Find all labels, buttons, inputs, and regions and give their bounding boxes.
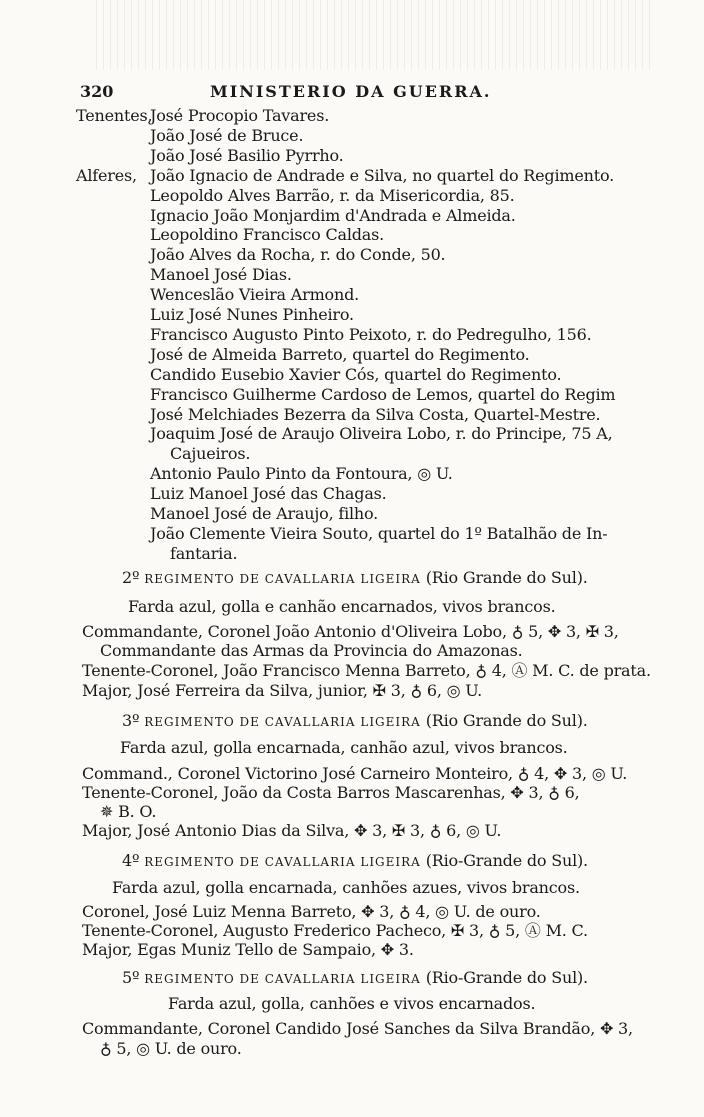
officer-name: Ignacio João Monjardim d'Andrada e Almeida. xyxy=(150,206,516,225)
regiment-2-line: Commandante, Coronel João Antonio d'Oliveira Lobo, ♁ 5, ✥ 3, ✠ 3, xyxy=(82,622,619,641)
officer-name: João Clemente Vieira Souto, quartel do 1º Batalhão de In- xyxy=(150,524,608,543)
regiment-3-heading: 3º REGIMENTO DE CAVALLARIA LIGEIRA (Rio Grande do Sul). xyxy=(122,711,588,730)
officer-entry xyxy=(76,146,344,165)
officer-entry xyxy=(76,166,614,185)
officer-name: Candido Eusebio Xavier Cós, quartel do Regimento. xyxy=(150,365,562,384)
officer-name: Manoel José de Araujo, filho. xyxy=(150,504,379,523)
regiment-5-heading: 5º REGIMENTO DE CAVALLARIA LIGEIRA (Rio-Grande do Sul). xyxy=(122,968,588,987)
officer-entry xyxy=(76,424,613,443)
officer-entry xyxy=(76,345,530,364)
officer-entry xyxy=(76,504,378,523)
officer-entry xyxy=(76,106,329,125)
page-title: MINISTERIO DA GUERRA. xyxy=(210,82,492,101)
officer-name: Francisco Guilherme Cardoso de Lemos, quartel do Regim xyxy=(150,385,616,404)
officer-name: Francisco Augusto Pinto Peixoto, r. do Pedregulho, 156. xyxy=(150,325,592,344)
officer-name: José Melchiades Bezerra da Silva Costa, Quartel-Mestre. xyxy=(150,405,601,424)
officer-name: José Procopio Tavares. xyxy=(150,106,330,125)
officer-entry xyxy=(76,365,561,384)
officer-entry xyxy=(76,305,354,324)
officer-entry xyxy=(76,405,600,424)
officer-entry xyxy=(76,126,303,145)
officer-name: Luiz José Nunes Pinheiro. xyxy=(150,305,354,324)
regiment-4-line: Major, Egas Muniz Tello de Sampaio, ✥ 3. xyxy=(82,940,414,959)
regiment-5-line: ♁ 5, ◎ U. de ouro. xyxy=(100,1039,242,1058)
regiment-2-uniform: Farda azul, golla e canhão encarnados, vivos brancos. xyxy=(128,597,556,616)
officer-name: Cajueiros. xyxy=(170,444,251,463)
officer-entry xyxy=(76,464,453,483)
officer-name: Luiz Manoel José das Chagas. xyxy=(150,484,387,503)
regiment-3-uniform: Farda azul, golla encarnada, canhão azul, vivos brancos. xyxy=(120,738,568,757)
officer-name: Manoel José Dias. xyxy=(150,265,292,284)
officer-entry xyxy=(76,325,592,344)
regiment-2-line: Tenente-Coronel, João Francisco Menna Barreto, ♁ 4, Ⓐ M. C. de prata. xyxy=(82,661,651,680)
regiment-4-uniform: Farda azul, golla encarnada, canhões azues, vivos brancos. xyxy=(112,878,580,897)
officer-entry xyxy=(76,186,515,205)
officer-entry xyxy=(76,245,445,264)
officer-name: João José de Bruce. xyxy=(150,126,304,145)
regiment-2-line: Major, José Ferreira da Silva, junior, ✠ 3, ♁ 6, ◎ U. xyxy=(82,681,482,700)
regiment-4-line: Coronel, José Luiz Menna Barreto, ✥ 3, ♁ 4, ◎ U. de ouro. xyxy=(82,902,541,921)
officer-entry xyxy=(76,444,250,463)
officer-entry xyxy=(76,385,615,404)
rank-label: Tenentes, xyxy=(76,106,153,125)
regiment-2-line: Commandante das Armas da Provincia do Amazonas. xyxy=(100,641,523,660)
officer-entry xyxy=(76,544,237,563)
page-number: 320 xyxy=(80,82,114,101)
officer-name: João Alves da Rocha, r. do Conde, 50. xyxy=(150,245,446,264)
officer-name: Leopoldo Alves Barrão, r. da Misericordia, 85. xyxy=(150,186,515,205)
officer-entry xyxy=(76,225,384,244)
officer-entry xyxy=(76,285,359,304)
officer-name: Wenceslão Vieira Armond. xyxy=(150,285,360,304)
regiment-4-line: Tenente-Coronel, Augusto Frederico Pacheco, ✠ 3, ♁ 5, Ⓐ M. C. xyxy=(82,921,588,940)
officer-name: Leopoldino Francisco Caldas. xyxy=(150,225,385,244)
officer-entry xyxy=(76,206,516,225)
regiment-3-line: Major, José Antonio Dias da Silva, ✥ 3, ✠ 3, ♁ 6, ◎ U. xyxy=(82,821,502,840)
officer-name: Antonio Paulo Pinto da Fontoura, ◎ U. xyxy=(150,464,453,483)
officer-entry xyxy=(76,524,607,543)
officer-entry xyxy=(76,484,387,503)
officer-name: fantaria. xyxy=(170,544,238,563)
regiment-2-heading: 2º REGIMENTO DE CAVALLARIA LIGEIRA (Rio Grande do Sul). xyxy=(122,568,588,587)
officer-name: José de Almeida Barreto, quartel do Regimento. xyxy=(150,345,530,364)
officer-name: João Ignacio de Andrade e Silva, no quartel do Regimento. xyxy=(150,166,614,185)
bleed-through-marks xyxy=(90,0,650,70)
rank-label: Alferes, xyxy=(76,166,137,185)
regiment-3-line: Tenente-Coronel, João da Costa Barros Mascarenhas, ✥ 3, ♁ 6, xyxy=(82,783,580,802)
regiment-5-line: Commandante, Coronel Candido José Sanches da Silva Brandão, ✥ 3, xyxy=(82,1019,633,1038)
regiment-4-heading: 4º REGIMENTO DE CAVALLARIA LIGEIRA (Rio-Grande do Sul). xyxy=(122,851,588,870)
officer-name: Joaquim José de Araujo Oliveira Lobo, r. do Principe, 75 A, xyxy=(150,424,613,443)
regiment-3-line: ✵ B. O. xyxy=(100,802,157,821)
officer-entry xyxy=(76,265,292,284)
regiment-5-uniform: Farda azul, golla, canhões e vivos encarnados. xyxy=(168,994,536,1013)
officer-name: João José Basilio Pyrrho. xyxy=(150,146,344,165)
regiment-3-line: Command., Coronel Victorino José Carneiro Monteiro, ♁ 4, ✥ 3, ◎ U. xyxy=(82,764,628,783)
